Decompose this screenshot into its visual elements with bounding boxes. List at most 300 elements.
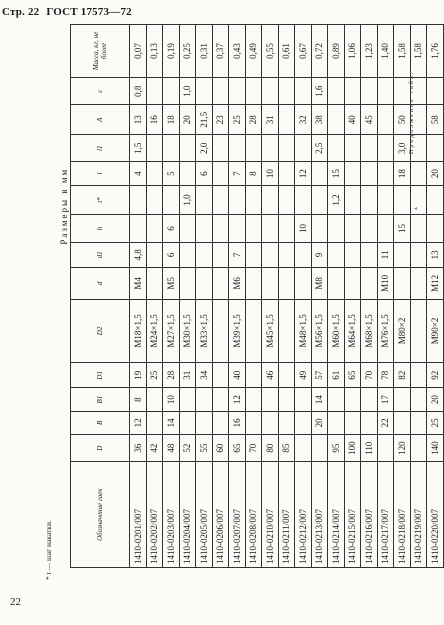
table-row bbox=[328, 25, 345, 568]
table-cell bbox=[229, 77, 246, 104]
table-cell bbox=[212, 135, 229, 162]
column-header: h bbox=[71, 215, 130, 242]
table-cell bbox=[394, 77, 411, 104]
table-cell bbox=[278, 388, 295, 411]
table-cell: 70 bbox=[245, 434, 262, 461]
table-cell bbox=[245, 411, 262, 434]
table-cell: 0,07 bbox=[130, 25, 147, 78]
table-cell bbox=[278, 105, 295, 135]
table-cell: 6 bbox=[196, 162, 213, 185]
table-cell: 16 bbox=[229, 411, 246, 434]
table-cell: M8 bbox=[311, 268, 328, 300]
table-cell: 15 bbox=[328, 162, 345, 185]
table-cell: M56×1,5 bbox=[311, 299, 328, 362]
table-cell: 15 bbox=[394, 215, 411, 242]
column-header: l bbox=[71, 162, 130, 185]
table-cell bbox=[196, 185, 213, 215]
table-row bbox=[212, 25, 229, 568]
table-cell: 49 bbox=[295, 363, 312, 388]
table-cell bbox=[328, 105, 345, 135]
table-cell bbox=[262, 268, 279, 300]
table-cell bbox=[278, 185, 295, 215]
table-cell: 80 bbox=[262, 434, 279, 461]
table-cell: M4 bbox=[130, 268, 147, 300]
table-cell: 10 bbox=[163, 388, 180, 411]
table-cell bbox=[328, 411, 345, 434]
table-cell: 57 bbox=[311, 363, 328, 388]
table-cell bbox=[361, 185, 378, 215]
table-cell bbox=[361, 162, 378, 185]
table-cell bbox=[344, 135, 361, 162]
table-cell bbox=[410, 299, 427, 362]
table-cell: 1,58 bbox=[394, 25, 411, 78]
table-cell: 5 bbox=[163, 162, 180, 185]
table-cell bbox=[394, 242, 411, 267]
table-cell bbox=[377, 77, 394, 104]
table-cell: M24×1,5 bbox=[146, 299, 163, 362]
table-cell: 85 bbox=[278, 434, 295, 461]
table-cell: 14 bbox=[311, 388, 328, 411]
table-cell bbox=[179, 135, 196, 162]
table-cell: 12 bbox=[295, 162, 312, 185]
table-cell: 0,31 bbox=[196, 25, 213, 78]
table-cell: 0,55 bbox=[262, 25, 279, 78]
table-cell bbox=[262, 77, 279, 104]
table-cell bbox=[377, 135, 394, 162]
table-cell: M76×1,5 bbox=[377, 299, 394, 362]
table-cell: 2,5 bbox=[311, 135, 328, 162]
table-cell bbox=[212, 299, 229, 362]
table-cell: 38 bbox=[311, 105, 328, 135]
table-cell bbox=[212, 411, 229, 434]
table-cell bbox=[377, 162, 394, 185]
table-cell: 65 bbox=[344, 363, 361, 388]
table-cell: 1,5 bbox=[130, 135, 147, 162]
table-cell bbox=[196, 411, 213, 434]
table-cell: 0,72 bbox=[311, 25, 328, 78]
table-cell bbox=[196, 77, 213, 104]
table-cell: M12 bbox=[427, 268, 444, 300]
table-cell: 0,49 bbox=[245, 25, 262, 78]
table-cell: 4,8 bbox=[130, 242, 147, 267]
table-cell bbox=[262, 242, 279, 267]
table-cell bbox=[245, 299, 262, 362]
table-cell: 10 bbox=[295, 215, 312, 242]
table-cell bbox=[295, 411, 312, 434]
table-cell bbox=[311, 162, 328, 185]
table-row bbox=[377, 25, 394, 568]
table-cell: 78 bbox=[377, 363, 394, 388]
table-cell: 2,0 bbox=[196, 135, 213, 162]
table-cell: M68×1,5 bbox=[361, 299, 378, 362]
table-cell: 95 bbox=[328, 434, 345, 461]
table-cell: 55 bbox=[196, 434, 213, 461]
table-cell bbox=[427, 77, 444, 104]
table-cell: 9 bbox=[311, 242, 328, 267]
table-cell: 20 bbox=[311, 411, 328, 434]
table-cell bbox=[146, 242, 163, 267]
table-cell: 13 bbox=[130, 105, 147, 135]
table-cell bbox=[344, 215, 361, 242]
table-cell bbox=[262, 185, 279, 215]
table-cell: 31 bbox=[262, 105, 279, 135]
table-cell bbox=[146, 185, 163, 215]
footnote-text: * t — шаг накатки. bbox=[44, 520, 53, 580]
table-cell bbox=[278, 268, 295, 300]
table-cell: M27×1,5 bbox=[163, 299, 180, 362]
table-cell bbox=[212, 268, 229, 300]
table-cell: M45×1,5 bbox=[262, 299, 279, 362]
table-cell: M80×2 bbox=[394, 299, 411, 362]
table-cell: M48×1,5 bbox=[295, 299, 312, 362]
table-cell bbox=[295, 135, 312, 162]
table-cell: 58 bbox=[427, 105, 444, 135]
table-cell: 110 bbox=[361, 434, 378, 461]
page-number: 22 bbox=[10, 596, 21, 608]
column-header: Масса, кг, не более bbox=[71, 25, 130, 78]
table-cell bbox=[130, 215, 147, 242]
table-cell bbox=[146, 135, 163, 162]
table-row bbox=[146, 25, 163, 568]
table-cell: 21,5 bbox=[196, 105, 213, 135]
table-cell bbox=[427, 185, 444, 215]
table-cell bbox=[196, 388, 213, 411]
standard-number: ГОСТ 17573—72 bbox=[46, 6, 132, 18]
table-cell bbox=[278, 242, 295, 267]
table-cell bbox=[295, 388, 312, 411]
table-cell: 36 bbox=[130, 434, 147, 461]
table-cell: 70 bbox=[361, 363, 378, 388]
table-cell bbox=[295, 185, 312, 215]
table-cell: 1,0 bbox=[179, 185, 196, 215]
table-cell: 0,25 bbox=[179, 25, 196, 78]
table-cell bbox=[229, 185, 246, 215]
table-cell bbox=[394, 185, 411, 215]
table-header-row bbox=[71, 25, 130, 568]
nut-designation-cell: 1410-0211/007 bbox=[278, 462, 295, 568]
table-cell: 22 bbox=[377, 411, 394, 434]
table-cell: 25 bbox=[229, 105, 246, 135]
table-cell: 12 bbox=[130, 411, 147, 434]
table-cell bbox=[410, 215, 427, 242]
table-cell bbox=[427, 215, 444, 242]
table-cell bbox=[212, 388, 229, 411]
table-cell bbox=[311, 185, 328, 215]
table-cell bbox=[377, 434, 394, 461]
table-cell bbox=[410, 135, 427, 162]
table-cell bbox=[328, 242, 345, 267]
table-cell bbox=[212, 162, 229, 185]
table-cell: 13 bbox=[427, 242, 444, 267]
column-header: D2 bbox=[71, 299, 130, 362]
table-cell: 1,06 bbox=[344, 25, 361, 78]
column-header: D bbox=[71, 434, 130, 461]
table-cell bbox=[328, 135, 345, 162]
table-cell: 20 bbox=[179, 105, 196, 135]
table-cell bbox=[245, 185, 262, 215]
table-cell: 1,58 bbox=[410, 25, 427, 78]
table-cell bbox=[278, 162, 295, 185]
table-cell bbox=[278, 215, 295, 242]
table-cell bbox=[146, 268, 163, 300]
table-cell bbox=[278, 363, 295, 388]
table-body bbox=[130, 25, 444, 568]
column-header: t* bbox=[71, 185, 130, 215]
table-cell bbox=[295, 242, 312, 267]
table-cell bbox=[179, 411, 196, 434]
table-cell bbox=[245, 363, 262, 388]
table-cell bbox=[410, 388, 427, 411]
nut-designation-cell: 1410-0214/007 bbox=[328, 462, 345, 568]
table-cell: 45 bbox=[361, 105, 378, 135]
page-label: Стр. 22 bbox=[2, 6, 40, 18]
table-cell: 34 bbox=[196, 363, 213, 388]
table-cell bbox=[146, 411, 163, 434]
table-cell: M6 bbox=[229, 268, 246, 300]
table-cell: 18 bbox=[163, 105, 180, 135]
table-cell bbox=[146, 388, 163, 411]
column-header: D1 bbox=[71, 363, 130, 388]
table-cell bbox=[278, 411, 295, 434]
table-cell: M60×1,5 bbox=[328, 299, 345, 362]
column-header: B bbox=[71, 411, 130, 434]
table-cell bbox=[344, 268, 361, 300]
table-cell: M10 bbox=[377, 268, 394, 300]
nut-designation-cell: 1410-0207/007 bbox=[229, 462, 246, 568]
table-cell: 12 bbox=[229, 388, 246, 411]
table-cell bbox=[377, 105, 394, 135]
table-cell: 14 bbox=[163, 411, 180, 434]
column-header: d bbox=[71, 268, 130, 300]
table-cell bbox=[146, 215, 163, 242]
table-cell bbox=[328, 388, 345, 411]
nut-designation-cell: 1410-0219/007 bbox=[410, 462, 427, 568]
table-cell bbox=[344, 242, 361, 267]
table-cell: 0,89 bbox=[328, 25, 345, 78]
nut-designation-cell: 1410-0204/007 bbox=[179, 462, 196, 568]
table-cell bbox=[328, 268, 345, 300]
table-cell bbox=[410, 434, 427, 461]
nut-designation-cell: 1410-0215/007 bbox=[344, 462, 361, 568]
table-cell bbox=[278, 135, 295, 162]
table-cell: 3,0 bbox=[394, 135, 411, 162]
table-cell bbox=[212, 215, 229, 242]
table-cell bbox=[410, 242, 427, 267]
table-cell bbox=[163, 135, 180, 162]
table-cell: 60 bbox=[212, 434, 229, 461]
table-cell: 0,61 bbox=[278, 25, 295, 78]
table-cell bbox=[146, 77, 163, 104]
nut-designation-cell: 1410-0218/007 bbox=[394, 462, 411, 568]
nut-designation-cell: 1410-0205/007 bbox=[196, 462, 213, 568]
table-cell: 92 bbox=[427, 363, 444, 388]
table-cell bbox=[295, 268, 312, 300]
table-cell bbox=[179, 242, 196, 267]
table-cell: 65 bbox=[229, 434, 246, 461]
table-cell bbox=[295, 434, 312, 461]
table-cell: 20 bbox=[427, 162, 444, 185]
table-cell: 1,6 bbox=[311, 77, 328, 104]
table-cell bbox=[361, 135, 378, 162]
table-cell bbox=[328, 215, 345, 242]
table-cell: 82 bbox=[394, 363, 411, 388]
dimensions-table bbox=[58, 24, 444, 568]
nut-designation-cell: 1410-0220/007 bbox=[427, 462, 444, 568]
nut-designation-cell: 1410-0217/007 bbox=[377, 462, 394, 568]
table-cell: 25 bbox=[146, 363, 163, 388]
table-cell bbox=[278, 299, 295, 362]
table-row bbox=[344, 25, 361, 568]
table-row bbox=[361, 25, 378, 568]
column-header: B1 bbox=[71, 388, 130, 411]
table-row bbox=[410, 25, 427, 568]
table-cell bbox=[410, 411, 427, 434]
table-cell: 32 bbox=[295, 105, 312, 135]
column-header: Обозначение гаек bbox=[71, 462, 130, 568]
table-cell bbox=[427, 135, 444, 162]
nut-designation-cell: 1410-0201/007 bbox=[130, 462, 147, 568]
table-cell: M5 bbox=[163, 268, 180, 300]
table-cell bbox=[212, 77, 229, 104]
table-cell bbox=[163, 77, 180, 104]
table-row bbox=[427, 25, 444, 568]
table-cell: 28 bbox=[245, 105, 262, 135]
table-cell bbox=[410, 105, 427, 135]
table-cell bbox=[361, 411, 378, 434]
table-cell bbox=[394, 268, 411, 300]
table-cell bbox=[245, 77, 262, 104]
table-cell bbox=[410, 185, 427, 215]
table-cell: 10 bbox=[262, 162, 279, 185]
column-header: A bbox=[71, 105, 130, 135]
size-caption-row bbox=[58, 25, 71, 568]
table-cell: 1,40 bbox=[377, 25, 394, 78]
table-cell bbox=[179, 268, 196, 300]
table-cell: 48 bbox=[163, 434, 180, 461]
table-cell bbox=[179, 388, 196, 411]
size-caption: Размеры в мм bbox=[59, 167, 69, 245]
table-cell: 40 bbox=[229, 363, 246, 388]
table-cell: 0,67 bbox=[295, 25, 312, 78]
table-row bbox=[245, 25, 262, 568]
nut-designation-cell: 1410-0210/007 bbox=[262, 462, 279, 568]
table-caption-text: Продолжение табл. bbox=[409, 70, 415, 154]
table-cell: 1,76 bbox=[427, 25, 444, 78]
table-cell bbox=[328, 77, 345, 104]
table-cell bbox=[361, 215, 378, 242]
table-cell: 16 bbox=[146, 105, 163, 135]
table-cell: 7 bbox=[229, 242, 246, 267]
table-cell bbox=[361, 77, 378, 104]
table-cell bbox=[179, 162, 196, 185]
table-cell: 120 bbox=[394, 434, 411, 461]
table-row bbox=[179, 25, 196, 568]
table-cell bbox=[311, 434, 328, 461]
table-cell bbox=[361, 388, 378, 411]
nut-designation-cell: 1410-0212/007 bbox=[295, 462, 312, 568]
table-cell bbox=[212, 185, 229, 215]
table-cell bbox=[245, 268, 262, 300]
nut-designation-cell: 1410-0202/007 bbox=[146, 462, 163, 568]
table-cell: M18×1,5 bbox=[130, 299, 147, 362]
table-row bbox=[262, 25, 279, 568]
table-cell: 1,0 bbox=[179, 77, 196, 104]
table-cell bbox=[245, 135, 262, 162]
table-cell: 1,2 bbox=[328, 185, 345, 215]
nut-designation-cell: 1410-0216/007 bbox=[361, 462, 378, 568]
table-row bbox=[311, 25, 328, 568]
table-cell: 1,23 bbox=[361, 25, 378, 78]
table-cell bbox=[410, 268, 427, 300]
table-cell bbox=[130, 185, 147, 215]
table-cell bbox=[410, 77, 427, 104]
table-cell bbox=[361, 268, 378, 300]
table-cell: M39×1,5 bbox=[229, 299, 246, 362]
table-cell: 61 bbox=[328, 363, 345, 388]
table-cell: M30×1,5 bbox=[179, 299, 196, 362]
table-cell: 25 bbox=[427, 411, 444, 434]
table-cell: 23 bbox=[212, 105, 229, 135]
table-cell bbox=[361, 242, 378, 267]
table-cell bbox=[295, 77, 312, 104]
table-cell: 40 bbox=[344, 105, 361, 135]
table-cell: 140 bbox=[427, 434, 444, 461]
table-cell bbox=[344, 162, 361, 185]
table-cell bbox=[262, 388, 279, 411]
table-cell bbox=[311, 215, 328, 242]
table-cell bbox=[377, 185, 394, 215]
table-cell: 31 bbox=[179, 363, 196, 388]
table-cell bbox=[229, 135, 246, 162]
column-header: d1 bbox=[71, 242, 130, 267]
table-cell bbox=[377, 215, 394, 242]
table-cell bbox=[262, 215, 279, 242]
table-cell bbox=[179, 215, 196, 242]
table-cell: 19 bbox=[130, 363, 147, 388]
table-cell: 8 bbox=[130, 388, 147, 411]
table-cell bbox=[344, 388, 361, 411]
table-cell bbox=[229, 215, 246, 242]
column-header: l1 bbox=[71, 135, 130, 162]
table-cell: M64×1,5 bbox=[344, 299, 361, 362]
table-cell: 0,8 bbox=[130, 77, 147, 104]
table-cell bbox=[344, 77, 361, 104]
table-cell bbox=[344, 185, 361, 215]
page-header bbox=[2, 6, 132, 18]
edge-mark: ◂ bbox=[414, 206, 418, 212]
table-cell: 0,19 bbox=[163, 25, 180, 78]
table-cell bbox=[196, 242, 213, 267]
nut-designation-cell: 1410-0206/007 bbox=[212, 462, 229, 568]
table-cell bbox=[245, 242, 262, 267]
table-cell: 18 bbox=[394, 162, 411, 185]
table-cell: 8 bbox=[245, 162, 262, 185]
table-row bbox=[163, 25, 180, 568]
table-cell bbox=[262, 411, 279, 434]
table-cell: 0,37 bbox=[212, 25, 229, 78]
footnote bbox=[44, 520, 58, 580]
table-cell bbox=[146, 162, 163, 185]
table-cell: 46 bbox=[262, 363, 279, 388]
table-cell bbox=[278, 77, 295, 104]
table-cell: 4 bbox=[130, 162, 147, 185]
table-cell: 11 bbox=[377, 242, 394, 267]
table-cell bbox=[394, 388, 411, 411]
table-cell: 7 bbox=[229, 162, 246, 185]
table-cell: 100 bbox=[344, 434, 361, 461]
table-cell: 42 bbox=[146, 434, 163, 461]
table-cell bbox=[262, 135, 279, 162]
